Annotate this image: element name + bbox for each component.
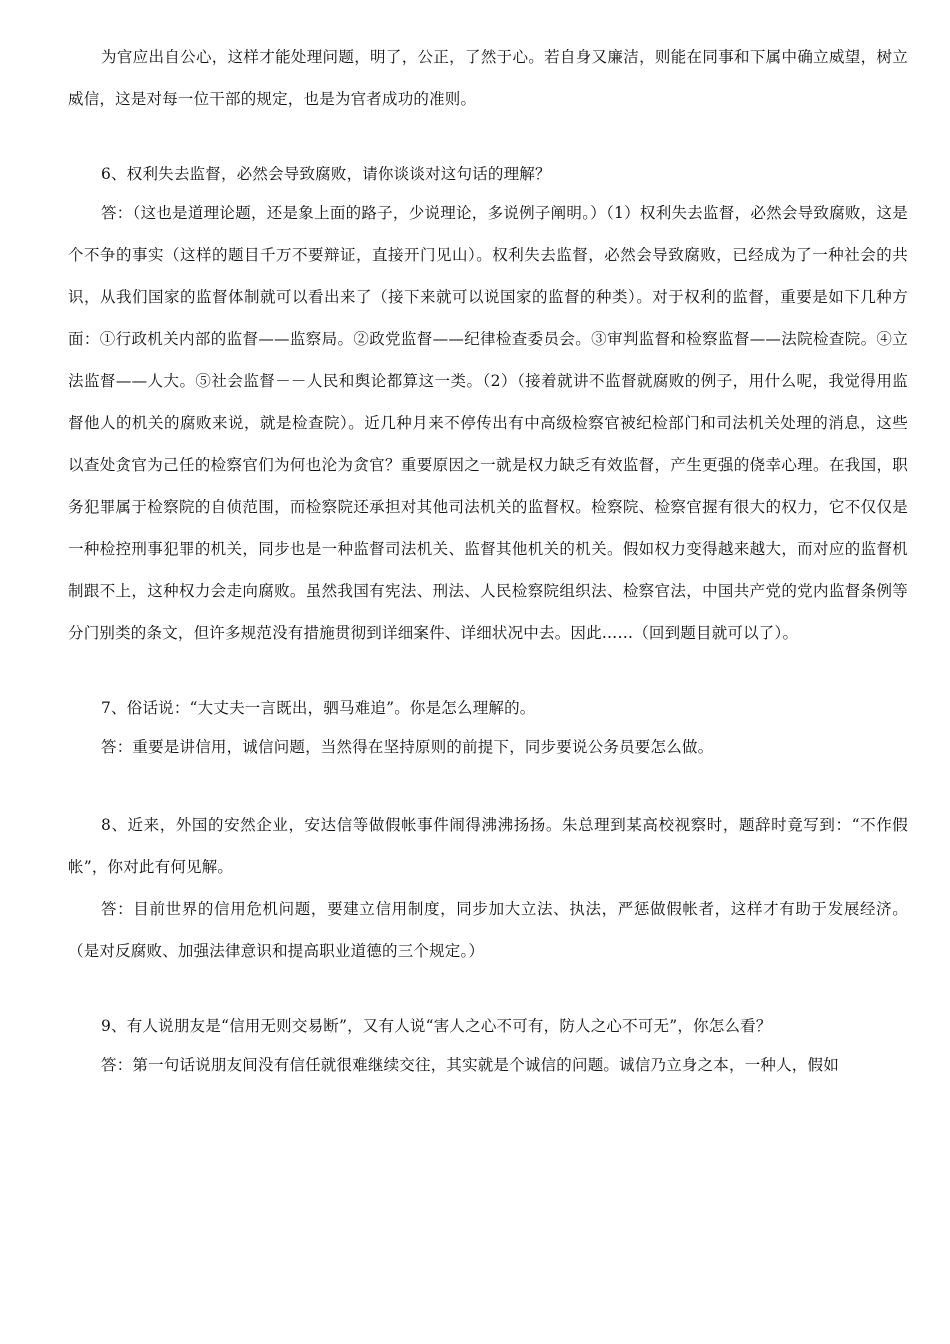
document-page — [68, 0, 908, 1086]
answer-9: 答：第一句话说朋友间没有信任就很难继续交往，其实就是个诚信的问题。诚信乃立身之本，一种人，假如 — [101, 1056, 839, 1074]
question-6: 6、权利失去监督，必然会导致腐败，请你谈谈对这句话的理解？ — [101, 165, 551, 183]
answer-8: 答：目前世界的信用危机问题，要建立信用制度，同步加大立法、执法，严惩做假帐者，这样才有助于发展经济。（是对反腐败、加强法律意识和提高职业道德的三个规定。） — [68, 900, 908, 960]
answer-6: 答：（这也是道理论题，还是象上面的路子，少说理论，多说例子阐明。）（1）权利失去监督，必然会导致腐败，这是个不争的事实（这样的题目千万不要辩证，直接开门见山）。权利失去监督，必然会导致腐败，已经成为了一种社会的共识，从我们国家的监督体制就可以看出来了（接下来就可以说国家的监督的种类）。对于权利的监督，重要是如下几种方面：①行政机关内部的监督——监察局。②政党监督——纪律检查委员会。③审判监督和检察监督——法院检查院。④立法监督——人大。⑤社会监督－－人民和舆论都算这一类。（2）（接着就讲不监督就腐败的例子，用什么呢，我觉得用监督他人的机关的腐败来说，就是检查院）。近几种月来不停传出有中高级检察官被纪检部门和司法机关处理的消息，这些以查处贪官为己任的检察官们为何也沦为贪官？重要原因之一就是权力缺乏有效监督，产生更强的侥幸心理。在我国，职务犯罪属于检察院的自侦范围，而检察院还承担对其他司法机关的监督权。检察院、检察官握有很大的权力，它不仅仅是一种检控刑事犯罪的机关，同步也是一种监督司法机关、监督其他机关的机关。假如权力变得越来越大，而对应的监督机制跟不上，这种权力会走向腐败。虽然我国有宪法、刑法、人民检察院组织法、检察官法，中国共产党的党内监督条例等分门别类的条文，但许多规范没有措施贯彻到详细案件、详细状况中去。因此……（回到题目就可以了）。 — [68, 204, 908, 642]
paragraph-intro: 为官应出自公心，这样才能处理问题，明了，公正，了然于心。若自身又廉洁，则能在同事和下属中确立威望，树立威信，这是对每一位干部的规定，也是为官者成功的准则。 — [68, 48, 908, 108]
question-9: 9、有人说朋友是“信用无则交易断”，又有人说“害人之心不可有，防人之心不可无”，你怎么看？ — [101, 1017, 772, 1035]
answer-7: 答：重要是讲信用，诚信问题，当然得在坚持原则的前提下，同步要说公务员要怎么做。 — [101, 738, 714, 756]
question-8: 8、近来，外国的安然企业，安达信等做假帐事件闹得沸沸扬扬。朱总理到某高校视察时，题辞时竟写到：“不作假帐”，你对此有何见解。 — [68, 816, 908, 876]
question-7: 7、俗话说：“大丈夫一言既出，驷马难追”。你是怎么理解的。 — [101, 699, 536, 717]
